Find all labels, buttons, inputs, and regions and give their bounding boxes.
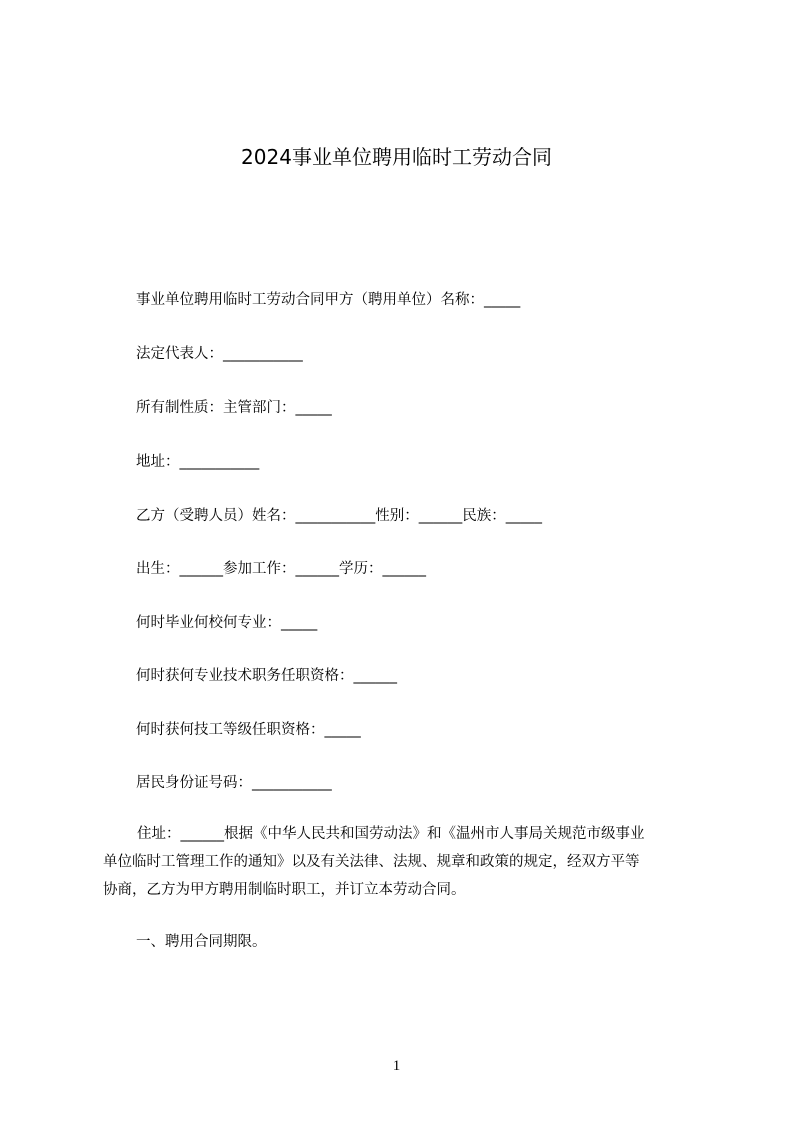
paragraph-line: 协商，乙方为甲方聘用制临时职工，并订立本劳动合同。: [103, 882, 466, 898]
paragraph-line: 住址：______根据《中华人民共和国劳动法》和《温州市人事局关规范市级事业: [137, 826, 645, 842]
field-address: 地址：___________: [136, 454, 260, 470]
field-employer-name: 事业单位聘用临时工劳动合同甲方（聘用单位）名称：_____: [136, 292, 521, 308]
page-number: 1: [392, 1058, 401, 1074]
intro-paragraph: [103, 820, 695, 904]
document-title: 2024事业单位聘用临时工劳动合同: [241, 145, 552, 169]
field-technical-qualification: 何时获何技工等级任职资格：_____: [136, 722, 361, 738]
field-birth-work-education: 出生：______参加工作：______学历：______: [136, 561, 426, 577]
field-legal-representative: 法定代表人：___________: [136, 346, 303, 362]
field-employee-name-gender-ethnicity: 乙方（受聘人员）姓名：___________性别：______民族：_____: [136, 508, 542, 524]
field-id-number: 居民身份证号码：___________: [136, 775, 332, 791]
field-professional-qualification: 何时获何专业技术职务任职资格：______: [136, 668, 397, 684]
paragraph-line: 单位临时工管理工作的通知》以及有关法律、法规、规章和政策的规定，经双方平等: [103, 854, 640, 870]
field-ownership-department: 所有制性质：主管部门：_____: [136, 400, 332, 416]
section-heading: 一、聘用合同期限。: [136, 934, 267, 950]
field-graduation: 何时毕业何校何专业：_____: [136, 615, 318, 631]
